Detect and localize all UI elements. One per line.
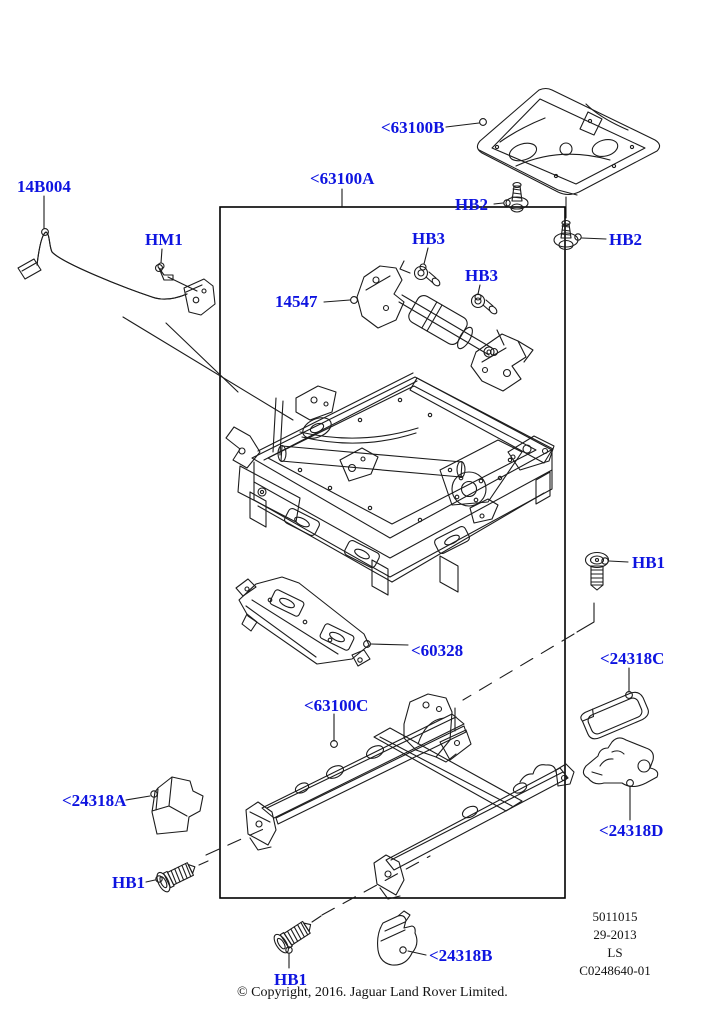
leader-HB1-right <box>609 561 628 562</box>
leader-HB3-2 <box>478 285 480 294</box>
dot-63100B <box>480 119 487 126</box>
leader-HB2-2 <box>582 238 606 239</box>
callout-HB1-right: HB1 <box>632 553 666 572</box>
leader-dots <box>42 119 637 954</box>
callout-63100C: <63100C <box>304 696 369 715</box>
leader-63100B <box>446 123 479 127</box>
dot-24318D <box>627 780 634 787</box>
callout-HB3-2: HB3 <box>465 266 499 285</box>
hb1-left-axis-line <box>199 861 208 865</box>
copyright-notice: © Copyright, 2016. Jaguar Land Rover Limited. <box>237 985 508 1000</box>
leader-HB1-left <box>146 880 155 882</box>
leader-lines <box>44 123 630 968</box>
part-24318D-bracket <box>583 738 657 787</box>
part-24318A-cover <box>152 777 203 834</box>
title-block-sheet-number: 5011015 <box>592 909 638 924</box>
callout-HB1-bottom: HB1 <box>274 970 308 989</box>
part-HB1-screw-left <box>154 857 199 893</box>
leader-HM1 <box>161 249 162 263</box>
cable-projection-line-1 <box>123 317 293 420</box>
leader-60328 <box>371 644 408 645</box>
title-block-drawing-code: C0248640-01 <box>579 963 651 978</box>
callout-HB2-2: HB2 <box>609 230 643 249</box>
title-block <box>579 909 651 978</box>
callout-63100A: <63100A <box>310 169 375 188</box>
leader-HB3-1 <box>424 248 428 264</box>
projection-elbow-hb1-right <box>577 603 594 632</box>
dot-24318B <box>400 947 406 953</box>
callout-14B004: 14B004 <box>17 177 71 196</box>
callout-HM1: HM1 <box>145 230 183 249</box>
leader-14547 <box>324 300 350 302</box>
part-24318C-cover <box>579 689 651 741</box>
callout-60328: <60328 <box>411 641 464 660</box>
part-14547-motor <box>357 261 533 391</box>
projection-line-hb1-right <box>463 634 574 700</box>
part-63100B-seat-pan <box>477 89 659 219</box>
callout-24318B: <24318B <box>429 946 493 965</box>
callout-HB1-left: HB1 <box>112 873 146 892</box>
part-HB3-screw-1 <box>415 267 442 288</box>
part-14B004-cable <box>18 232 215 315</box>
callout-24318C: <24318C <box>600 649 665 668</box>
assembly-boundary-box <box>220 207 565 898</box>
callout-24318A: <24318A <box>62 791 127 810</box>
dot-14547 <box>351 297 358 304</box>
callout-14547: 14547 <box>275 292 318 311</box>
callout-63100B: <63100B <box>381 118 445 137</box>
callout-24318D: <24318D <box>599 821 664 840</box>
callout-HB3-1: HB3 <box>412 229 446 248</box>
part-HB2-screw-2 <box>554 221 578 250</box>
dot-63100C <box>331 741 338 748</box>
callout-HB2-1: HB2 <box>455 195 489 214</box>
leader-24318A <box>126 796 150 800</box>
part-24318B-cover <box>378 911 417 965</box>
title-block-model-code: LS <box>607 945 623 960</box>
dot-HM1 <box>158 263 164 269</box>
projection-lines <box>123 317 594 915</box>
projection-line-hb1-left <box>206 827 268 855</box>
part-HB1-screw-bottom <box>271 916 316 955</box>
projection-line-hb1-bottom <box>322 856 430 915</box>
part-63100C-track-assembly <box>246 694 574 899</box>
title-block-date-code: 29-2013 <box>593 927 637 942</box>
cable-projection-line-2 <box>166 323 238 392</box>
hb1-bottom-axis-line <box>312 916 321 922</box>
dot-14B004 <box>42 229 49 236</box>
part-63100A-frame-assembly <box>226 373 554 595</box>
part-60328-crossmember <box>236 577 370 666</box>
leader-HB2-1 <box>494 203 503 204</box>
